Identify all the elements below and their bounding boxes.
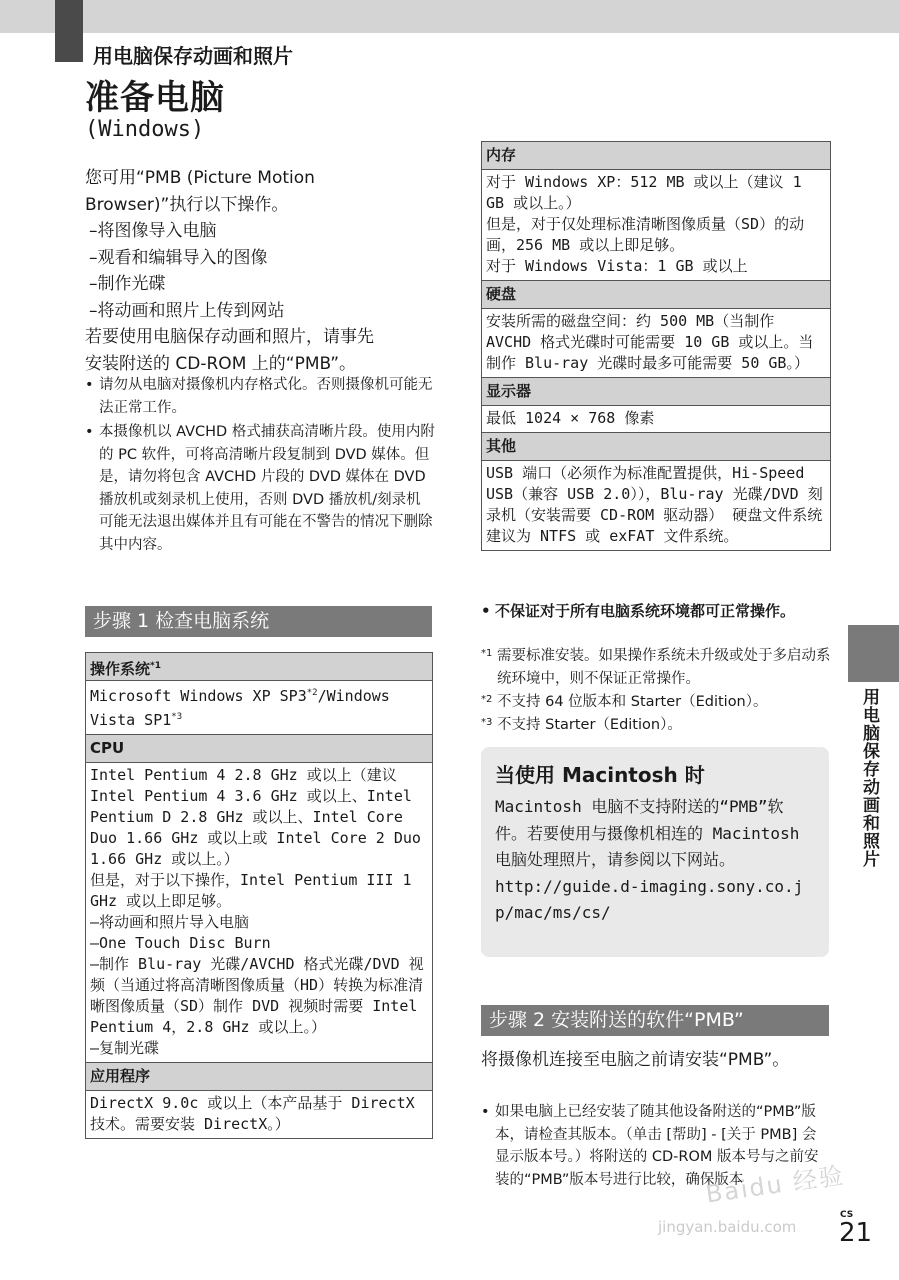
footnote <box>481 645 831 691</box>
step2-text: 将摄像机连接至电脑之前请安装“PMB”。 <box>481 1050 790 1070</box>
watermark-brand: Baidu 经验 <box>704 1161 847 1209</box>
macintosh-box <box>481 747 829 957</box>
intro-list-item: –将图像导入电脑 <box>89 221 217 241</box>
system-requirements-table-right <box>481 141 831 551</box>
warning-note: • 不保证对于所有电脑系统环境都可正常操作。 <box>481 600 835 622</box>
intro-line: 若要使用电脑保存动画和照片，请事先 <box>85 327 374 347</box>
os-line: Microsoft Windows XP SP3 <box>90 687 307 705</box>
app-header: 应用程序 <box>86 1063 432 1091</box>
watermark-url: jingyan.baidu.com <box>658 1218 797 1236</box>
display-header: 显示器 <box>482 378 830 406</box>
page-number: 21 <box>839 1218 873 1248</box>
os-header <box>86 653 432 681</box>
memory-body: 对于 Windows XP：512 MB 或以上（建议 1 GB 或以上。） 但是，对于仅处理标准清晰图像质量（SD）的动画，256 MB 或以上即足够。 对于 Windows Vista：1 GB 或以上 <box>482 170 830 281</box>
intro-line: 您可用“PMB (Picture Motion <box>85 168 315 188</box>
intro-list-item: –观看和编辑导入的图像 <box>89 247 268 268</box>
os-line: Vista SP1 <box>90 711 172 729</box>
os-header-label: 操作系统 <box>90 660 151 678</box>
other-body: USB 端口（必须作为标准配置提供，Hi-Speed USB（兼容 USB 2.0）），Blu-ray 光碟/DVD 刻录机（安装需要 CD-ROM 驱动器） 硬盘文件系统建议为 NTFS 或 exFAT 文件系统。 <box>482 461 830 551</box>
intro-line: 安装附送的 CD-ROM 上的“PMB”。 <box>85 353 357 374</box>
step2-note: • 如果电脑上已经安装了随其他设备附送的“PMB”版本，请检查其版本。（单击 [帮助] - [关于 PMB] 会显示版本号。）将附送的 CD-ROM 版本号与之前安装的“PMB”版本号进行比较，确保版本 <box>481 1101 825 1191</box>
memory-header: 内存 <box>482 142 830 170</box>
footnote-mark: *2 <box>306 688 318 698</box>
footnote-mark: *1 <box>150 661 161 671</box>
footnote <box>481 714 831 737</box>
app-body: DirectX 9.0c 或以上（本产品基于 DirectX 技术。需要安装 DirectX。） <box>86 1091 432 1139</box>
footnote-mark: *1 <box>481 648 493 659</box>
cpu-body: Intel Pentium 4 2.8 GHz 或以上（建议 Intel Pentium 4 3.6 GHz 或以上、Intel Pentium D 2.8 GHz 或以上、Intel Core Duo 1.66 GHz 或以上或 Intel Core 2 Duo 1.66 GHz 或以上。） 但是，对于以下操作，Intel Pentium III 1 GHz 或以上即足够。 –将动画和照片导入电脑 –One Touch Disc Burn –制作 Blu-ray 光碟/AVCHD 格式光碟/DVD 视频（当通过将高清晰图像质量（HD）转换为标准清晰图像质量（SD）制作 DVD 视频时需要 Intel Pentium 4，2.8 GHz 或以上。） –复制光碟 <box>86 763 432 1063</box>
footnote-text: 不支持 Starter（Edition）。 <box>497 717 682 733</box>
language-code: CS <box>840 1210 854 1220</box>
note-item: • 本摄像机以 AVCHD 格式捕获高清晰片段。使用内附的 PC 软件，可将高清晰片段复制到 DVD 媒体。但是，请勿将包含 AVCHD 片段的 DVD 媒体在 DVD 播放机或刻录机上使用，否则 DVD 播放机/刻录机可能无法退出媒体并且有可能在不警告的情况下删除其中内容。 <box>85 421 435 556</box>
cpu-header: CPU <box>86 735 432 763</box>
intro-text <box>85 165 435 377</box>
other-header: 其他 <box>482 433 830 461</box>
section-label: 用电脑保存动画和照片 <box>93 44 293 68</box>
side-tab-label: 用电脑保存动画和照片 <box>859 688 879 868</box>
step1-header: 步骤 1 检查电脑系统 <box>85 606 432 637</box>
footnote-mark: *2 <box>481 694 493 705</box>
note-item: • 请勿从电脑对摄像机内存格式化。否则摄像机可能无法正常工作。 <box>85 374 435 419</box>
page-subtitle: (Windows) <box>85 117 205 142</box>
footnote-mark: *3 <box>171 712 183 722</box>
macintosh-title: 当使用 Macintosh 时 <box>495 763 705 787</box>
page-title: 准备电脑 <box>85 78 225 118</box>
footnote <box>481 691 831 714</box>
intro-line: Browser)”执行以下操作。 <box>85 194 289 215</box>
footnote-mark: *3 <box>481 717 493 728</box>
macintosh-text: Macintosh 电脑不支持附送的“PMB”软件。若要使用与摄像机相连的 Macintosh 电脑处理照片，请参阅以下网站。 <box>495 797 800 869</box>
footnote-text: 不支持 64 位版本和 Starter（Edition）。 <box>497 694 768 710</box>
top-bar <box>0 0 899 33</box>
os-line: /Windows <box>317 687 390 705</box>
top-bar-marker <box>55 0 83 62</box>
notes-list <box>85 374 435 558</box>
display-body: 最低 1024 × 768 像素 <box>482 406 830 433</box>
intro-list-item: –制作光碟 <box>89 274 166 294</box>
hdd-header: 硬盘 <box>482 281 830 309</box>
system-requirements-table-left <box>85 652 433 1139</box>
hdd-body: 安装所需的磁盘空间：约 500 MB（当制作 AVCHD 格式光碟时可能需要 10 GB 或以上。当制作 Blu-ray 光碟时最多可能需要 50 GB。） <box>482 309 830 378</box>
os-body <box>86 681 432 735</box>
intro-list-item: –将动画和照片上传到网站 <box>89 300 285 321</box>
step2-header: 步骤 2 安装附送的软件“PMB” <box>481 1005 829 1036</box>
footnote-text: 需要标准安装。如果操作系统未升级或处于多启动系统环境中，则不保证正常操作。 <box>497 648 831 687</box>
side-tab-marker <box>848 625 899 682</box>
macintosh-url-link[interactable]: http://guide.d-imaging.sony.co.jp/mac/ms/cs/ <box>495 876 804 922</box>
footnotes <box>481 645 831 737</box>
